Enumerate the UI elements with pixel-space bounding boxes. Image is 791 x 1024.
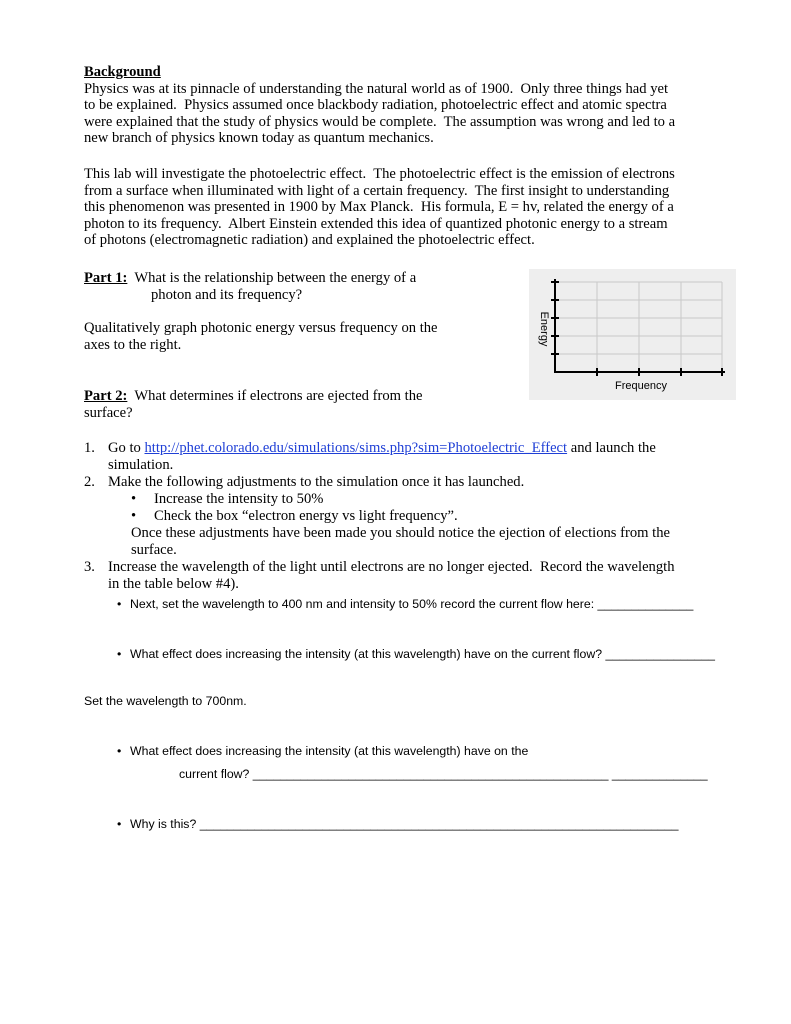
- part1-instruction-line-1: Qualitatively graph photonic energy versus frequency on the: [84, 320, 438, 336]
- part1-label: Part 1:: [84, 270, 128, 286]
- step-2-bullet-1: [131, 491, 731, 508]
- part2-question: [84, 388, 524, 421]
- part2-label: Part 2:: [84, 388, 128, 404]
- step-2-bullet-1-text: Increase the intensity to 50%: [154, 491, 324, 507]
- background-section: [84, 64, 764, 147]
- part2-question-line-1: [84, 388, 524, 405]
- step-1-suffix: and launch the: [567, 440, 656, 456]
- graph-x-label: Frequency: [615, 380, 667, 392]
- energy-frequency-graph: [529, 269, 736, 400]
- part1-question-line-2: photon and its frequency?: [151, 286, 303, 303]
- step-2-text: Make the following adjustments to the simulation once it has launched.: [108, 474, 525, 490]
- step-1: [84, 440, 764, 474]
- step-2-bullet-2: [131, 508, 731, 525]
- step-1-line-1: [108, 440, 656, 457]
- intro-line-4: photon to its frequency. Albert Einstein extended this idea of quantized photonic energy to a stream: [84, 215, 668, 232]
- part1-question-text: What is the relationship between the energy of a: [127, 270, 417, 286]
- part2-question-text: What determines if electrons are ejected from the: [127, 388, 423, 404]
- step-3-line-1: Increase the wavelength of the light until electrons are no longer ejected. Record the wavelength: [108, 559, 675, 575]
- bullet-dot-icon: •: [131, 491, 137, 507]
- question-current-flow-400nm: [117, 597, 757, 613]
- part1-instruction: [84, 320, 524, 353]
- background-line-3: were explained that the study of physics would be complete. The assumption was wrong and led to a: [84, 113, 676, 130]
- intro-section: [84, 166, 764, 249]
- step-2-after-line-2: surface.: [131, 541, 177, 558]
- step-1-line-2: simulation.: [108, 457, 174, 473]
- step-1-number: 1.: [84, 440, 95, 456]
- background-line-2: to be explained. Physics assumed once blackbody radiation, photoelectric effect and atomic spectra: [84, 97, 667, 114]
- step-3: [84, 559, 764, 593]
- part1-instruction-line-2: axes to the right.: [84, 336, 182, 353]
- set-wavelength-700nm: Set the wavelength to 700nm.: [84, 694, 247, 708]
- graph-svg: [529, 269, 736, 400]
- part1-question: [84, 270, 524, 303]
- intro-line-1: This lab will investigate the photoelectric effect. The photoelectric effect is the emission of electrons: [84, 166, 675, 182]
- part2-question-line-2: surface?: [84, 404, 133, 421]
- intro-line-2: from a surface when illuminated with light of a certain frequency. The first insight to understanding: [84, 182, 670, 199]
- question-intensity-effect-700nm-line-2: current flow? ____________________________________________________ ______________: [179, 767, 708, 781]
- step-3-number: 3.: [84, 559, 95, 575]
- background-line-4: new branch of physics known today as quantum mechanics.: [84, 130, 434, 147]
- bullet-dot-icon: •: [117, 744, 122, 758]
- bullet-dot-icon: •: [117, 647, 122, 661]
- question-current-flow-400nm-text: Next, set the wavelength to 400 nm and intensity to 50% record the current flow here: ______________: [130, 597, 694, 611]
- question-intensity-effect-text: What effect does increasing the intensity (at this wavelength) have on the current flow? ________________: [130, 647, 715, 661]
- step-2-bullet-2-text: Check the box “electron energy vs light frequency”.: [154, 508, 458, 524]
- question-why: [117, 817, 757, 833]
- bullet-dot-icon: •: [117, 817, 122, 831]
- question-intensity-effect-700nm: [117, 744, 757, 780]
- bullet-dot-icon: •: [131, 508, 137, 524]
- background-heading: Background: [84, 64, 161, 80]
- question-intensity-effect: [117, 647, 757, 663]
- background-line-1: Physics was at its pinnacle of understanding the natural world as of 1900. Only three things had yet: [84, 80, 669, 97]
- step-2-after-text: [131, 525, 761, 558]
- question-intensity-effect-700nm-line-1: What effect does increasing the intensity (at this wavelength) have on the: [130, 744, 529, 758]
- intro-line-5: of photons (electromagnetic radiation) and explained the photoelectric effect.: [84, 232, 535, 249]
- part1-question-line-1: [84, 270, 524, 287]
- step-1-prefix: Go to: [108, 440, 145, 456]
- graph-y-label: Energy: [538, 311, 550, 347]
- question-why-text: Why is this? ______________________________________________________________________: [130, 817, 679, 831]
- bullet-dot-icon: •: [117, 597, 122, 611]
- phet-simulation-link[interactable]: http://phet.colorado.edu/simulations/sims.php?sim=Photoelectric_Effect: [144, 440, 568, 456]
- step-2-number: 2.: [84, 474, 95, 490]
- step-3-line-2: in the table below #4).: [108, 576, 239, 592]
- intro-line-3: this phenomenon was presented in 1900 by Max Planck. His formula, E = hv, related the energy of a: [84, 199, 674, 216]
- step-2-after-line-1: Once these adjustments have been made you should notice the ejection of elections from the: [131, 525, 670, 541]
